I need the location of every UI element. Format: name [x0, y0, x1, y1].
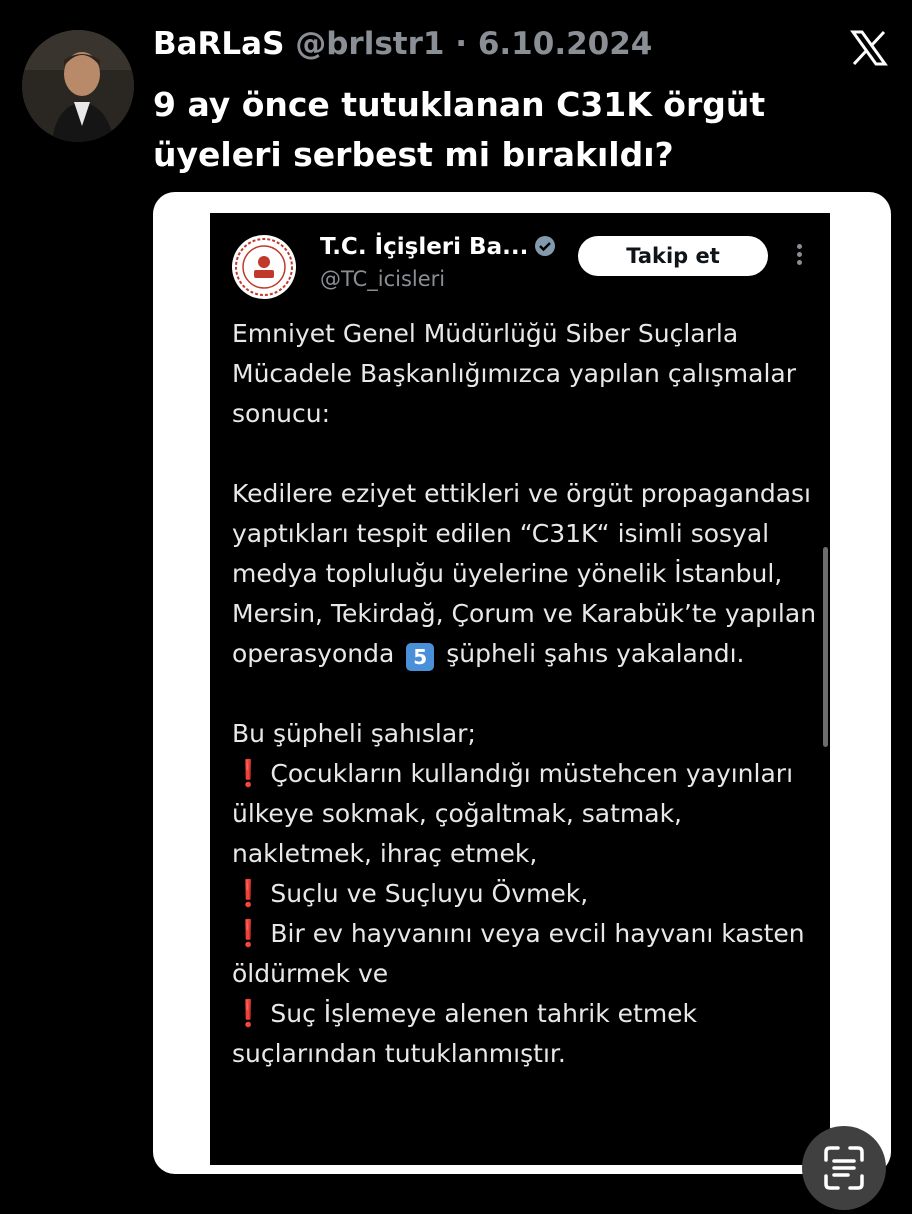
exclamation-icon: ❗: [232, 879, 265, 909]
text-scan-icon[interactable]: [802, 1126, 886, 1210]
author-name[interactable]: BaRLaS: [153, 26, 285, 62]
scrollbar[interactable]: [823, 547, 828, 747]
exclamation-icon: ❗: [232, 999, 265, 1029]
embedded-tweet: [210, 213, 830, 1165]
keycap-number-five: 5: [406, 643, 434, 671]
embedded-tweet-body: [232, 314, 817, 1074]
verified-badge-icon: [534, 235, 556, 263]
charge-item: ❗ Suçlu ve Suçluyu Övmek,: [232, 879, 589, 909]
closing-text: suçlarından tutuklanmıştır.: [232, 1039, 566, 1068]
x-logo[interactable]: [849, 28, 889, 68]
exclamation-icon: ❗: [232, 759, 265, 789]
meta-separator: ·: [455, 26, 468, 62]
author-avatar[interactable]: [22, 30, 134, 142]
charge-item: ❗ Çocukların kullandığı müstehcen yayınları ülkeye sokmak, çoğaltmak, satmak, nakletmek, ihraç etmek,: [232, 759, 794, 868]
list-intro: Bu şüpheli şahıslar;: [232, 719, 476, 748]
charge-item: ❗ Bir ev hayvanını veya evcil hayvanı kasten öldürmek ve: [232, 919, 805, 988]
embedded-screenshot-card[interactable]: [153, 192, 891, 1174]
paragraph-intro: Emniyet Genel Müdürlüğü Siber Suçlarla Mücadele Başkanlığımızca yapılan çalışmalar sonucu:: [232, 319, 797, 428]
post-text: 9 ay önce tutuklanan C31K örgüt üyeleri serbest mi bırakıldı?: [153, 85, 766, 174]
embedded-account-handle[interactable]: @TC_icisleri: [320, 267, 446, 291]
charge-item: ❗ Suç İşlemeye alenen tahrik etmek: [232, 999, 698, 1029]
author-handle[interactable]: @brlstr1: [295, 26, 445, 62]
post-author-row: [153, 26, 652, 62]
more-options-icon[interactable]: [788, 241, 810, 271]
ministry-logo: [232, 235, 296, 299]
follow-button[interactable]: Takip et: [578, 236, 768, 276]
paragraph-operation: Kedilere eziyet ettikleri ve örgüt propagandası yaptıkları tespit edilen “C31K“ isimli sosyal medya topluluğu üyelerine yönelik İstanbul, Mersin, Tekirdağ, Çorum ve Karabük’te yapılan operasyonda 5 şüpheli şahıs yakalandı.: [232, 479, 817, 669]
embedded-account-name[interactable]: T.C. İçişleri Ba...: [320, 234, 556, 263]
exclamation-icon: ❗: [232, 919, 265, 949]
post-date[interactable]: 6.10.2024: [477, 26, 653, 62]
